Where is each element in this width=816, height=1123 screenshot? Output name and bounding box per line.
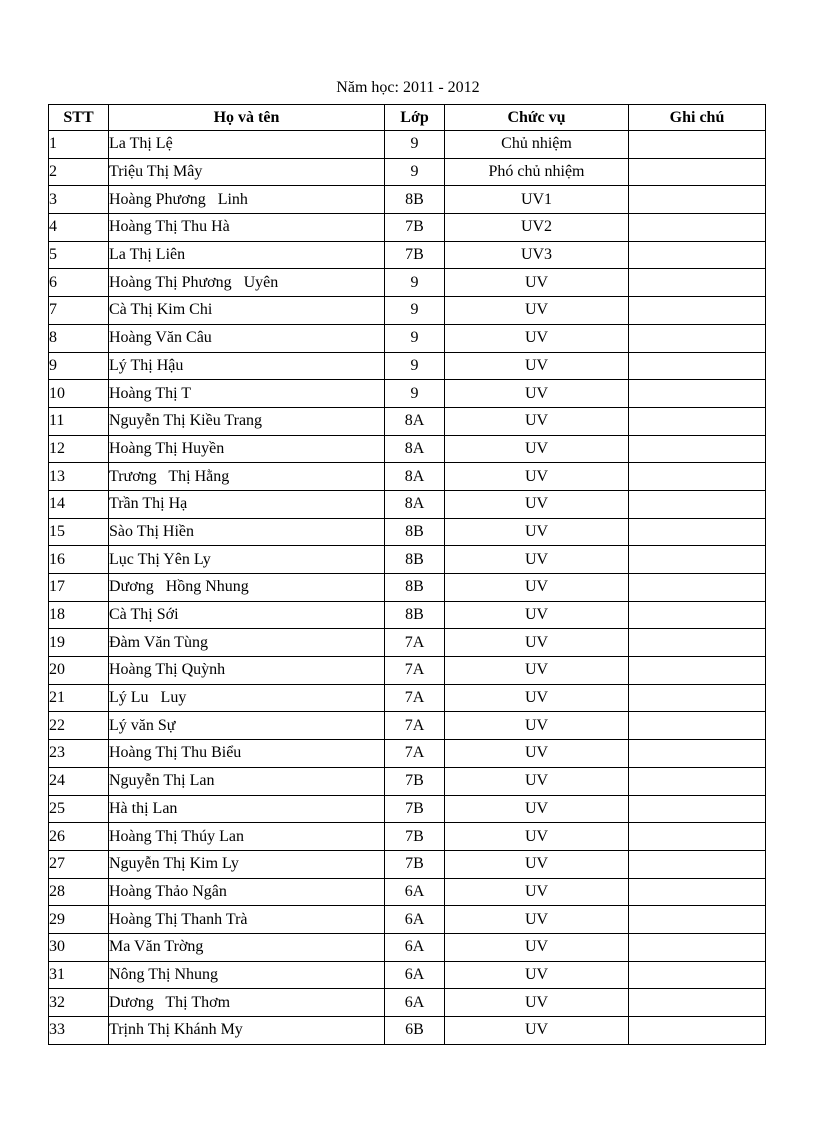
cell-notes: [629, 850, 766, 878]
cell-name: Hoàng Thị Thu Biểu: [109, 740, 385, 768]
cell-stt: 15: [49, 518, 109, 546]
cell-class: 9: [385, 297, 445, 325]
cell-class: 8B: [385, 186, 445, 214]
table-row: [49, 435, 766, 463]
cell-position: UV: [445, 823, 629, 851]
cell-class: 8A: [385, 435, 445, 463]
table-row: [49, 850, 766, 878]
cell-notes: [629, 989, 766, 1017]
cell-position: UV: [445, 629, 629, 657]
table-row: [49, 214, 766, 242]
table-body: [49, 131, 766, 1045]
cell-position: UV3: [445, 241, 629, 269]
cell-position: UV: [445, 463, 629, 491]
cell-class: 7B: [385, 795, 445, 823]
cell-name: Lý Thị Hậu: [109, 352, 385, 380]
cell-notes: [629, 158, 766, 186]
cell-position: Chủ nhiệm: [445, 131, 629, 159]
cell-notes: [629, 1017, 766, 1045]
cell-name: Hoàng Thị Thúy Lan: [109, 823, 385, 851]
cell-stt: 13: [49, 463, 109, 491]
table-row: [49, 407, 766, 435]
cell-stt: 23: [49, 740, 109, 768]
cell-class: 9: [385, 352, 445, 380]
cell-stt: 22: [49, 712, 109, 740]
cell-name: Hoàng Thị Thanh Trà: [109, 906, 385, 934]
cell-position: UV: [445, 546, 629, 574]
table-row: [49, 906, 766, 934]
cell-stt: 28: [49, 878, 109, 906]
table-row: [49, 352, 766, 380]
cell-class: 6A: [385, 961, 445, 989]
cell-notes: [629, 933, 766, 961]
cell-stt: 30: [49, 933, 109, 961]
table-row: [49, 684, 766, 712]
cell-stt: 12: [49, 435, 109, 463]
cell-class: 7A: [385, 657, 445, 685]
cell-class: 8B: [385, 574, 445, 602]
cell-position: UV: [445, 324, 629, 352]
cell-name: Trương Thị Hằng: [109, 463, 385, 491]
cell-name: Triệu Thị Mây: [109, 158, 385, 186]
cell-position: UV: [445, 933, 629, 961]
cell-class: 7A: [385, 629, 445, 657]
cell-name: Đàm Văn Tùng: [109, 629, 385, 657]
cell-stt: 31: [49, 961, 109, 989]
cell-position: UV: [445, 767, 629, 795]
cell-name: Hoàng Thị Huyền: [109, 435, 385, 463]
cell-name: Nguyễn Thị Kiều Trang: [109, 407, 385, 435]
table-row: [49, 1017, 766, 1045]
cell-position: UV: [445, 684, 629, 712]
header-row: [49, 105, 766, 131]
cell-class: 7B: [385, 767, 445, 795]
cell-name: Dương Thị Thơm: [109, 989, 385, 1017]
cell-stt: 18: [49, 601, 109, 629]
cell-name: Trịnh Thị Khánh My: [109, 1017, 385, 1045]
cell-name: Hoàng Thị T: [109, 380, 385, 408]
column-header-stt: STT: [49, 105, 109, 131]
column-header-position: Chức vụ: [445, 105, 629, 131]
cell-position: UV: [445, 657, 629, 685]
cell-position: UV: [445, 490, 629, 518]
cell-name: Ma Văn Trờng: [109, 933, 385, 961]
cell-stt: 4: [49, 214, 109, 242]
cell-notes: [629, 574, 766, 602]
table-row: [49, 518, 766, 546]
cell-position: Phó chủ nhiệm: [445, 158, 629, 186]
cell-notes: [629, 684, 766, 712]
cell-stt: 11: [49, 407, 109, 435]
cell-stt: 3: [49, 186, 109, 214]
cell-class: 7A: [385, 684, 445, 712]
cell-name: Dương Hồng Nhung: [109, 574, 385, 602]
cell-class: 6A: [385, 906, 445, 934]
cell-position: UV: [445, 712, 629, 740]
cell-notes: [629, 767, 766, 795]
cell-position: UV: [445, 601, 629, 629]
cell-name: Hoàng Thị Thu Hà: [109, 214, 385, 242]
cell-class: 8B: [385, 518, 445, 546]
cell-stt: 20: [49, 657, 109, 685]
cell-notes: [629, 463, 766, 491]
cell-name: Lý văn Sự: [109, 712, 385, 740]
cell-position: UV: [445, 518, 629, 546]
cell-notes: [629, 324, 766, 352]
cell-position: UV: [445, 989, 629, 1017]
cell-stt: 14: [49, 490, 109, 518]
cell-class: 9: [385, 131, 445, 159]
table-row: [49, 380, 766, 408]
cell-notes: [629, 186, 766, 214]
cell-stt: 8: [49, 324, 109, 352]
cell-stt: 1: [49, 131, 109, 159]
cell-notes: [629, 657, 766, 685]
school-year-heading: Năm học: 2011 - 2012: [336, 79, 480, 96]
cell-notes: [629, 241, 766, 269]
cell-name: Hoàng Văn Câu: [109, 324, 385, 352]
cell-name: Nguyễn Thị Lan: [109, 767, 385, 795]
table-row: [49, 574, 766, 602]
table-row: [49, 601, 766, 629]
cell-name: Sào Thị Hiền: [109, 518, 385, 546]
cell-stt: 5: [49, 241, 109, 269]
cell-name: Hoàng Thị Phương Uyên: [109, 269, 385, 297]
cell-position: UV: [445, 380, 629, 408]
cell-name: La Thị Liên: [109, 241, 385, 269]
cell-class: 6A: [385, 989, 445, 1017]
cell-notes: [629, 712, 766, 740]
cell-class: 9: [385, 380, 445, 408]
cell-stt: 24: [49, 767, 109, 795]
cell-notes: [629, 214, 766, 242]
cell-notes: [629, 380, 766, 408]
table-row: [49, 989, 766, 1017]
cell-class: 9: [385, 158, 445, 186]
cell-stt: 29: [49, 906, 109, 934]
table-row: [49, 158, 766, 186]
table-row: [49, 823, 766, 851]
cell-stt: 16: [49, 546, 109, 574]
cell-name: Cà Thị Kim Chi: [109, 297, 385, 325]
table-row: [49, 186, 766, 214]
cell-name: Nông Thị Nhung: [109, 961, 385, 989]
cell-class: 7B: [385, 823, 445, 851]
member-table: [48, 104, 766, 1045]
cell-notes: [629, 601, 766, 629]
cell-class: 8A: [385, 407, 445, 435]
cell-notes: [629, 490, 766, 518]
cell-stt: 17: [49, 574, 109, 602]
cell-class: 7A: [385, 740, 445, 768]
cell-notes: [629, 629, 766, 657]
cell-position: UV: [445, 906, 629, 934]
table-row: [49, 297, 766, 325]
cell-notes: [629, 795, 766, 823]
cell-class: 7B: [385, 850, 445, 878]
cell-class: 6A: [385, 933, 445, 961]
cell-class: 8B: [385, 601, 445, 629]
cell-notes: [629, 740, 766, 768]
cell-notes: [629, 878, 766, 906]
cell-position: UV: [445, 297, 629, 325]
cell-class: 8A: [385, 463, 445, 491]
cell-notes: [629, 518, 766, 546]
cell-class: 7B: [385, 241, 445, 269]
cell-notes: [629, 823, 766, 851]
cell-class: 7B: [385, 214, 445, 242]
cell-class: 8A: [385, 490, 445, 518]
cell-notes: [629, 961, 766, 989]
cell-position: UV: [445, 352, 629, 380]
cell-stt: 2: [49, 158, 109, 186]
cell-class: 7A: [385, 712, 445, 740]
cell-notes: [629, 131, 766, 159]
cell-stt: 9: [49, 352, 109, 380]
cell-stt: 6: [49, 269, 109, 297]
cell-position: UV1: [445, 186, 629, 214]
cell-position: UV: [445, 435, 629, 463]
table-row: [49, 795, 766, 823]
cell-name: Cà Thị Sới: [109, 601, 385, 629]
table-header: [49, 105, 766, 131]
column-header-notes: Ghi chú: [629, 105, 766, 131]
table-row: [49, 629, 766, 657]
cell-class: 6A: [385, 878, 445, 906]
cell-name: Hà thị Lan: [109, 795, 385, 823]
cell-name: Trần Thị Hạ: [109, 490, 385, 518]
cell-name: Hoàng Phương Linh: [109, 186, 385, 214]
table-row: [49, 767, 766, 795]
table-row: [49, 712, 766, 740]
cell-position: UV: [445, 407, 629, 435]
cell-class: 8B: [385, 546, 445, 574]
cell-name: Lý Lu Luy: [109, 684, 385, 712]
table-row: [49, 740, 766, 768]
cell-notes: [629, 435, 766, 463]
cell-class: 6B: [385, 1017, 445, 1045]
cell-name: Lục Thị Yên Ly: [109, 546, 385, 574]
table-row: [49, 546, 766, 574]
cell-position: UV: [445, 1017, 629, 1045]
cell-class: 9: [385, 324, 445, 352]
cell-stt: 27: [49, 850, 109, 878]
cell-position: UV: [445, 961, 629, 989]
cell-stt: 10: [49, 380, 109, 408]
cell-notes: [629, 906, 766, 934]
cell-stt: 26: [49, 823, 109, 851]
cell-position: UV2: [445, 214, 629, 242]
table-row: [49, 324, 766, 352]
cell-name: Hoàng Thị Quỳnh: [109, 657, 385, 685]
table-row: [49, 933, 766, 961]
cell-position: UV: [445, 269, 629, 297]
cell-stt: 21: [49, 684, 109, 712]
cell-position: UV: [445, 878, 629, 906]
cell-name: La Thị Lệ: [109, 131, 385, 159]
cell-stt: 33: [49, 1017, 109, 1045]
table-row: [49, 131, 766, 159]
cell-stt: 32: [49, 989, 109, 1017]
cell-stt: 25: [49, 795, 109, 823]
table-row: [49, 490, 766, 518]
cell-stt: 7: [49, 297, 109, 325]
column-header-name: Họ và tên: [109, 105, 385, 131]
cell-position: UV: [445, 740, 629, 768]
cell-position: UV: [445, 795, 629, 823]
cell-notes: [629, 407, 766, 435]
table-row: [49, 657, 766, 685]
cell-position: UV: [445, 574, 629, 602]
cell-name: Hoàng Thảo Ngân: [109, 878, 385, 906]
table-row: [49, 961, 766, 989]
cell-position: UV: [445, 850, 629, 878]
cell-notes: [629, 352, 766, 380]
cell-notes: [629, 546, 766, 574]
cell-stt: 19: [49, 629, 109, 657]
cell-notes: [629, 269, 766, 297]
table-row: [49, 269, 766, 297]
table-row: [49, 463, 766, 491]
cell-name: Nguyễn Thị Kim Ly: [109, 850, 385, 878]
cell-notes: [629, 297, 766, 325]
cell-class: 9: [385, 269, 445, 297]
column-header-class: Lớp: [385, 105, 445, 131]
table-row: [49, 241, 766, 269]
table-row: [49, 878, 766, 906]
